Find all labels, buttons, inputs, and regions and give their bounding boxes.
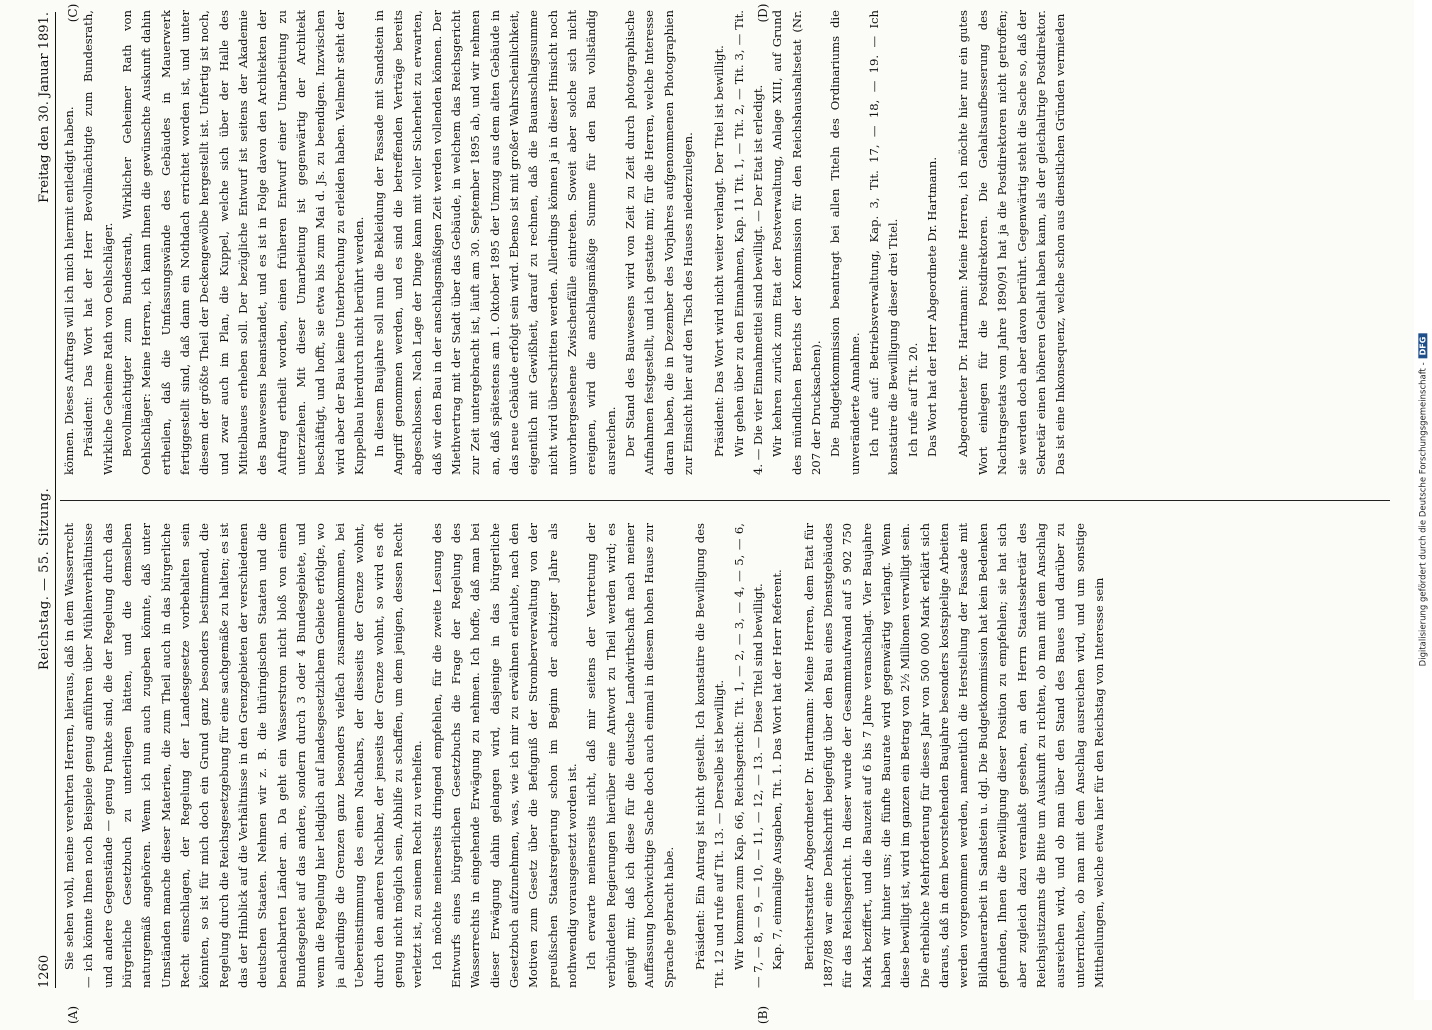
paragraph: Ich möchte meinerseits dringend empfehlen, für die zweite Lesung des Entwurfs eines bürgerlichen Gesetzbuchs die Frage der Regelung des Wasserrechts in eingehende Erwägung zu nehmen. Ich hoffe, daß man bei dieser Erwägung dahin gelangen wird, dasjenige in das bürgerliche Gesetzbuch aufzunehmen, was, wie ich mir zu erwähnen erlaubte, nach den Motiven zum Gesetz über die Befugniß der Stromberverwaltung von der preußischen Staatsregierung schon im Beginn der achtziger Jahre als nothwendig vorausgesetzt worden ist. xyxy=(429,523,579,988)
left-column xyxy=(60,523,1390,988)
paragraph: Präsident: Ein Antrag ist nicht gestellt. Ich konstatire die Bewilligung des Tit. 12 und rufe auf Tit. 13. — Derselbe ist bewilligt. xyxy=(693,523,727,988)
document-page xyxy=(16,0,1416,1025)
margin-marker-c: (C) xyxy=(66,3,80,23)
header-date: Freitag den 30. Januar 1891. xyxy=(37,12,52,203)
header-title: Reichstag. — 55. Sitzung. xyxy=(37,487,52,671)
margin-marker-d: (D) xyxy=(756,3,770,23)
paragraph: Bevollmächtigter zum Bundesrath, Wirklicher Geheimer Rath von Oehlschläger: Meine Herren, ich kann Ihnen die gewünschte Auskunft dahin ertheilen, daß die Umfassungswände des Gebäudes in Mauerwerk fertiggestellt sind, daß dann ein Nothdach errichtet worden ist, und unter diesem der größte Theil der Deckengewölbe hergestellt ist. Unfertig ist noch, und zwar auch im Plan, die Kuppel, welche sich über der Halle des Mittelbaues erheben soll. Der bezügliche Entwurf ist seitens der Akademie des Bauwesens beanstandet, und es ist in Folge davon den Architekten der Auftrag ertheilt worden, einen früheren Entwurf einer Umarbeitung zu unterziehen. Mit dieser Umarbeitung ist gegenwärtig der Architekt beschäftigt, und hofft, sie etwa bis zum Mai d. Js. zu beendigen. Inzwischen wird aber der Bau keine Unterbrechung zu erleiden haben. Vielmehr steht der Kuppelbau hierdurch nicht berührt werden. xyxy=(120,10,367,475)
margin-marker-b: (B) xyxy=(756,1005,770,1025)
digitization-credit xyxy=(1418,334,1428,667)
paragraph: Der Stand des Bauwesens wird von Zeit zu Zeit durch photographische Aufnahmen festgestellt, und ich gestatte mir, für die Herren, welche Interesse daran haben, die in Dezember des Vorjahres aufgenommenen Photographien zur Einsicht hier auf den Tisch des Hauses niederzulegen. xyxy=(622,10,695,475)
paragraph: Die Budgetkommission beantragt bei allen Titeln des Ordinariums die unveränderte Annahme. xyxy=(828,10,862,475)
credit-text: Digitalisierung gefördert durch die Deutsche Forschungsgemeinschaft - xyxy=(1418,362,1428,667)
digitization-credit-strip xyxy=(1414,0,1432,1000)
paragraph: Ich rufe auf Tit. 20. xyxy=(905,342,920,457)
paragraph: Wir kehren zurück zum Etat der Postverwaltung, Anlage XIII, auf Grund des mündlichen Berichts der Kommission für den Reichshaushaltsetat (Nr. 207 der Drucksachen). xyxy=(770,10,824,475)
paragraph: Präsident: Das Wort hat der Herr Bevollmächtigte zum Bundesrath, Wirkliche Geheime Rath von Oehlschläger. xyxy=(81,10,115,475)
running-header xyxy=(26,12,56,988)
paragraph: Ich rufe auf: Betriebsverwaltung, Kap. 3, Tit. 17, — 18, — 19. — Ich konstatire die Bewilligung dieser drei Titel. xyxy=(867,10,901,475)
page-number: 1260 xyxy=(37,954,52,988)
right-column xyxy=(60,10,1390,475)
paragraph: Wir kommen zum Kap. 66, Reichsgericht: Tit. 1, — 2, — 3, — 4, — 5, — 6, — 7, — 8, — 9, — 10, — 11, — 12, — 13. — Diese Titel sind bewilligt. xyxy=(731,523,766,988)
paragraph: Präsident: Das Wort wird nicht weiter verlangt. Der Titel ist bewilligt. xyxy=(712,45,727,457)
paragraph: können. Dieses Auftrags will ich mich hiermit entledigt haben. xyxy=(62,106,76,475)
paragraph: In diesem Baujahre soll nun die Bekleidung der Fassade mit Sandstein in Angriff genommen werden, und es sind die betreffenden Verträge bereits abgeschlossen. Nach Lage der Dinge kann mit voller Sicherheit zu erwarten, daß wir den Bau in der anschlagsmäßigen Zeit werden vollenden können. Der Miethvertrag mit der Stadt über das Gebäude, in welchem das Reichsgericht zur Zeit untergebracht ist, läuft am 30. September 1895 ab, und wir nehmen an, daß spätestens am 1. Oktober 1895 der Umzug aus dem alten Gebäude in das neue Gebäude erfolgt sein wird. Ebenso ist mit großer Wahrscheinlichkeit, eigentlich mit Gewißheit, darauf zu rechnen, daß die Bauanschlagssumme nicht wird überschritten werden. Allerdings können ja in dieser Hinsicht noch unvorhergesehene Zwischenfälle eintreten. Soweit aber solche sich nicht ereignen, wird die anschlagsmäßige Summe für den Bau vollständig ausreichen. xyxy=(371,10,618,475)
paragraph: Kap. 7, einmalige Ausgaben, Tit. 1. Das Wort hat der Herr Referent. xyxy=(770,569,785,970)
paragraph: Ich erwarte meinerseits nicht, daß mir seitens der Vertretung der verbündeten Regierungen hierüber eine Antwort zu Theil werden wird; es genügt mir, daß ich diese für die deutsche Landwirthschaft nach meiner Auffassung hochwichtige Sache doch auch einmal in diesem hohen Hause zur Sprache gebracht habe. xyxy=(584,523,676,988)
paragraph: Abgeordneter Dr. Hartmann: Meine Herren, ich möchte hier nur ein gutes Wort einlegen für die Postdirektoren. Die Gehaltsaufbesserung des Nachtragsetats vom Jahre 1890/91 hat ja die Postdirektoren nicht getroffen; sie werden doch aber davon berührt. Gegenwärtig steht die Sache so, daß der Sekretär einen höheren Gehalt haben kann, als der gleichaltrige Postdirektor. Das ist eine Inkonsequenz, welche schon aus dienstlichen Gründen vermieden xyxy=(956,10,1068,475)
margin-marker-a: (A) xyxy=(66,1005,80,1025)
paragraph: Berichterstatter Abgeordneter Dr. Hartmann: Meine Herren, dem Etat für 1887/88 war eine Denkschrift beigefügt über den Bau eines Dienstgebäudes für das Reichsgericht. In dieser wurde der Gesammtaufwand auf 5 902 750 Mark beziffert, und die Bauzeit auf 6 bis 7 Jahre veranschlagt. Vier Baujahre haben wir hinter uns; die fünfte Baurate wird gegenwärtig verlangt. Wenn diese bewilligt ist, wird im ganzen ein Betrag von 2½ Millionen verwilligt sein. Die erhebliche Mehrforderung für dieses Jahr von 500 000 Mark erklärt sich daraus, daß in dem bevorstehenden Baujahre besonders kostspielige Arbeiten werden vorgenommen werden, namentlich die Herstellung der Fassade mit Bildhauerarbeit in Sandstein u. dgl. Die Budgetkommission hat kein Bedenken gefunden, Ihnen die Bewilligung dieser Position zu empfehlen; sie hat sich aber zugleich dazu veranlaßt gesehen, an den Herrn Staatssekretär des Reichsjustizamts die Bitte um Auskunft zu richten, ob man mit dem Anschlag ausreichen wird, und ob man über den Stand des Baues und darüber zu unterrichten, ob man mit dem Anschlag ausreichen wird, und um sonstige Mittheilungen, welche etwa hier für den Reichstag von Interesse sein xyxy=(801,523,1106,988)
column-divider xyxy=(60,500,1390,501)
paragraph: Sie sehen wohl, meine verehrten Herren, hieraus, daß in dem Wasserrecht — ich könnte Ihnen noch Beispiele genug anführen über Mühlenverhältnisse und andere Gegenstände — genug Punkte sind, die der Regelung durch das bürgerliche Gesetzbuch zu unterliegen hätten, und die demselben naturgemäß angehören. Wenn ich nun auch zugeben könnte, daß unter Umständen manche dieser Materien, die zum Theil auch in das bürgerliche Recht einschlagen, der Regelung der Landesgesetze vorbehalten sein könnten, so ist für mich doch ein Grund ganz besonders bestimmend, die Regelung durch die Reichsgesetzgebung für eine sachgemäße zu halten; es ist das der Hinblick auf die Verhältnisse in den Grenzgebieten der verschiedenen deutschen Staaten. Nehmen wir z. B. die thüringischen Staaten und die benachbarten Länder an. Da geht ein Wasserstrom nicht bloß von einem Bundesgebiet auf das andere, sondern durch 3 oder 4 Bundesgebiete, und wenn die Regelung hier lediglich auf landesgesetzlichem Gebiete erfolgte, wo ja allerdings die Grenzen ganz besonders vielfach zusammenkommen, bei Uebereinstimmung des einen Nachbars, der diesseits der Grenze wohnt, durch den anderen Nachbar, der jenseits der Grenze wohnt, so wird es oft genug nicht möglich sein, Abhilfe zu schaffen, um dem jenigen, dessen Recht verletzt ist, zu seinem Recht zu verhelfen. xyxy=(62,523,425,988)
paragraph: Wir gehen über zu den Einnahmen, Kap. 11 Tit. 1, — Tit. 2, — Tit. 3, — Tit. 4. — Die vier Einnahmetitel sind bewilligt. — Der Etat ist erledigt. xyxy=(731,10,766,475)
paragraph: Das Wort hat der Herr Abgeordnete Dr. Hartmann. xyxy=(925,156,940,457)
dfg-logo: DFG xyxy=(1418,334,1427,359)
